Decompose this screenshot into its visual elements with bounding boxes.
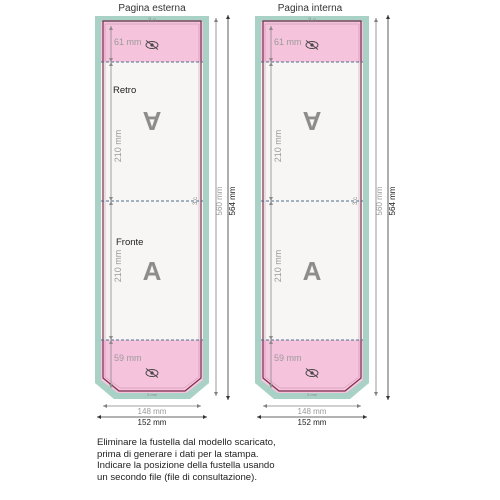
lower-height-label: 210 mm [113,249,123,283]
top-offset-label: 3 c [147,18,157,24]
note-line: Indicare la posizione della fustella usando [97,460,275,472]
top-offset-label: 3 c [307,18,317,24]
note-line: un secondo file (file di consultazione). [97,471,257,483]
arrow-head [357,404,361,408]
bottom-band-label: 59 mm [274,353,302,363]
panel-title: Pagina esterna [118,3,186,14]
upper-letter: A [142,106,162,136]
arrow-head [374,18,378,22]
outer-height-label: 564 mm [228,186,237,216]
back-section-label: Retro [113,85,137,96]
mid-offset-label: 3 c [353,196,359,206]
arrow-head [263,404,267,408]
note-line: prima di generare i dati per la stampa. [97,448,259,460]
lower-height-label: 210 mm [273,249,283,283]
inner-height-label: 560 mm [215,186,224,216]
paper-area [261,22,363,393]
arrow-head [386,15,390,19]
panel-outer [95,3,237,427]
top-band-label: 61 mm [114,37,142,47]
upper-letter: A [302,106,322,136]
arrow-head [374,392,378,396]
bottom-offset-label: 2 mm [147,392,157,397]
arrow-head [97,415,101,419]
upper-height-label: 210 mm [113,129,123,163]
arrow-head [214,18,218,22]
mid-offset-label: 3 c [193,196,199,206]
arrow-head [386,396,390,400]
panel-inner [255,3,397,427]
outer-height-label: 564 mm [388,186,397,216]
bottom-band-label: 59 mm [114,353,142,363]
bottom-offset-label: 2 mm [307,392,317,397]
upper-height-label: 210 mm [273,129,283,163]
arrow-head [197,404,201,408]
inner-height-label: 560 mm [375,186,384,216]
arrow-head [103,404,107,408]
arrow-head [226,396,230,400]
instructions-note [97,437,417,483]
paper-area [101,22,203,393]
lower-letter: A [302,256,322,286]
front-section-label: Fronte [116,237,144,248]
arrow-head [203,415,207,419]
arrow-head [363,415,367,419]
arrow-head [226,15,230,19]
top-band-label: 61 mm [274,37,302,47]
note-line: Eliminare la fustella dal modello scaricato, [97,437,276,448]
arrow-head [257,415,261,419]
lower-letter: A [142,256,162,286]
arrow-head [214,392,218,396]
outer-width-label: 152 mm [297,418,327,427]
outer-width-label: 152 mm [137,418,167,427]
inner-width-label: 148 mm [137,407,167,416]
inner-width-label: 148 mm [297,407,327,416]
panel-title: Pagina interna [277,3,343,14]
